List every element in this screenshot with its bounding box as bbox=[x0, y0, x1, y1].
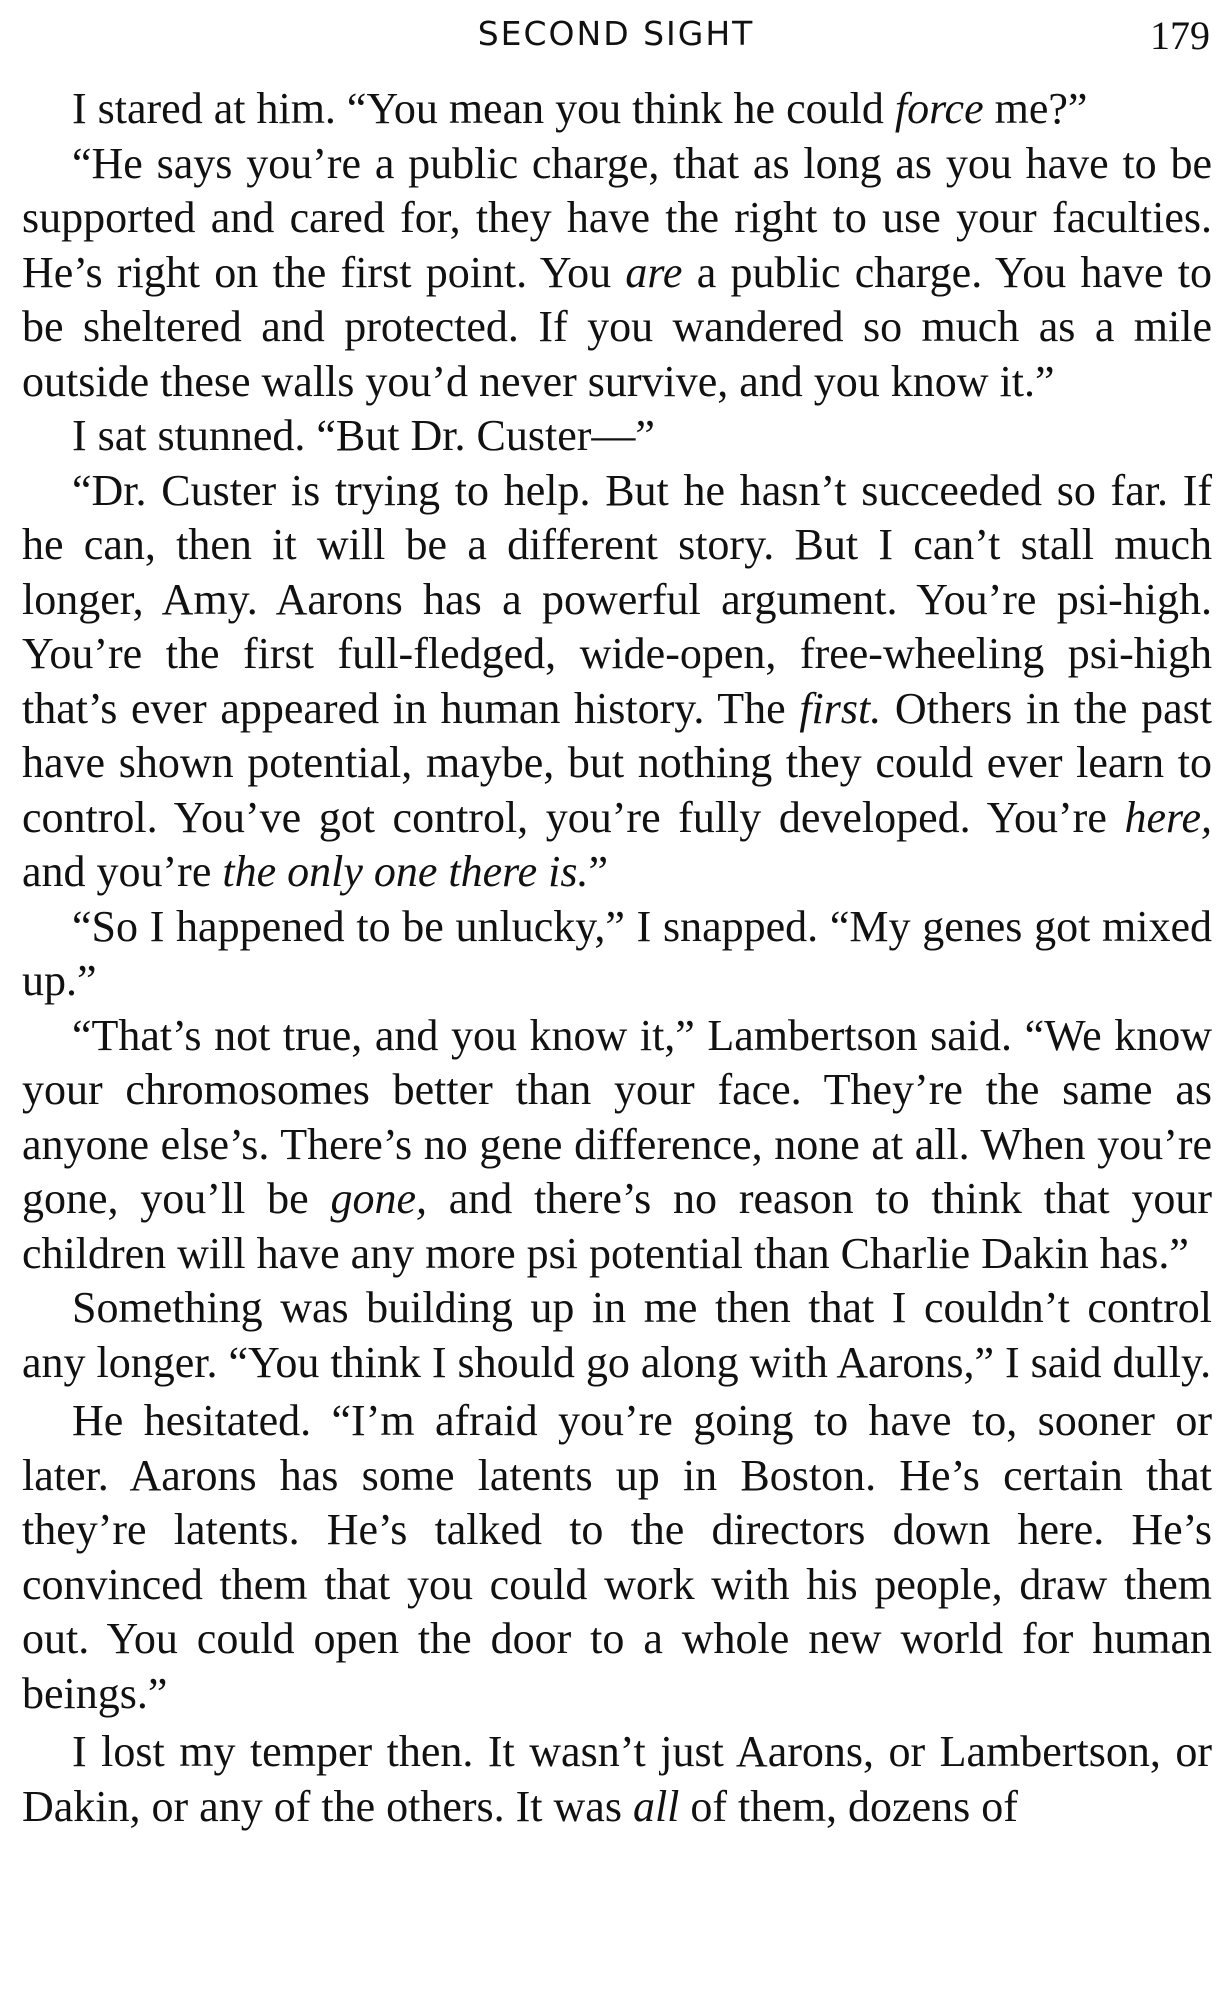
paragraph bbox=[22, 1394, 1212, 1721]
paragraph bbox=[22, 900, 1212, 1009]
paragraph bbox=[22, 82, 1212, 137]
text-run: “So I happened to be unlucky,” I snapped. “My genes got mixed up.” bbox=[22, 901, 1212, 1005]
page-number: 179 bbox=[1150, 13, 1210, 58]
text-run: Others in the past have shown potential, maybe, but nothing they could ever learn to control. You’ve got control, you’re fully developed. You’re bbox=[22, 683, 1212, 842]
text-run: I sat stunned. “But Dr. Custer—” bbox=[72, 411, 655, 460]
text-run: I lost my temper then. It wasn’t just Aarons, or Lambertson, or Dakin, or any of the others. It was bbox=[22, 1727, 1212, 1831]
italic-text: all bbox=[632, 1781, 680, 1831]
body-text bbox=[22, 82, 1212, 1834]
paragraph bbox=[22, 1281, 1212, 1390]
text-run: a public charge. You have to be sheltered and protected. If you wandered so much as a mile outside these walls you’d never survive, and you know it.” bbox=[22, 247, 1212, 406]
text-run: “Dr. Custer is trying to help. But he hasn’t succeeded so far. If he can, then it will be a different story. But I can’t stall much longer, Amy. Aarons has a powerful argument. You’re psi-high. You’re the first full-fledged, wide-open, free-wheeling psi-high that’s ever appeared in human history. The bbox=[22, 465, 1212, 733]
text-run: me?” bbox=[983, 84, 1088, 133]
text-run: and you’re bbox=[22, 847, 223, 896]
running-head bbox=[22, 12, 1210, 62]
text-run: of them, dozens of bbox=[679, 1781, 1018, 1831]
text-run: “That’s not true, and you know it,” Lambertson said. “We know your chromosomes better than your face. They’re the same as anyone else’s. There’s no gene difference, none at all. When you’re gone, you’ll be bbox=[22, 1010, 1212, 1223]
paragraph bbox=[22, 137, 1212, 410]
text-run: Something was building up in me then that I couldn’t control any longer. “You think I should go along with Aarons,” I said dully. bbox=[22, 1283, 1212, 1387]
running-head-title: SECOND SIGHT bbox=[477, 14, 755, 53]
paragraph bbox=[22, 1725, 1212, 1834]
text-run: ” bbox=[588, 847, 609, 896]
paragraph bbox=[22, 1009, 1212, 1282]
paragraph bbox=[22, 409, 1212, 464]
text-run: “He says you’re a public charge, that as long as you have to be supported and cared for, they have the right to use your faculties. He’s right on the first point. You bbox=[22, 138, 1212, 297]
italic-text: are bbox=[625, 247, 683, 297]
paragraph bbox=[22, 464, 1212, 900]
italic-text: first. bbox=[799, 683, 882, 733]
italic-text: force bbox=[894, 84, 984, 133]
italic-text: gone, bbox=[330, 1174, 427, 1223]
italic-text: the only one there is. bbox=[222, 847, 589, 896]
text-run: I stared at him. “You mean you think he could bbox=[72, 84, 895, 133]
italic-text: here, bbox=[1124, 792, 1212, 842]
text-run: and there’s no reason to think that your children will have any more psi potential than Charlie Dakin has.” bbox=[22, 1174, 1212, 1278]
text-run: He hesitated. “I’m afraid you’re going to have to, sooner or later. Aarons has some latents up in Boston. He’s certain that they’re latents. He’s talked to the directors down here. He’s convinced them that you could work with his people, draw them out. You could open the door to a whole new world for human beings.” bbox=[22, 1396, 1212, 1718]
